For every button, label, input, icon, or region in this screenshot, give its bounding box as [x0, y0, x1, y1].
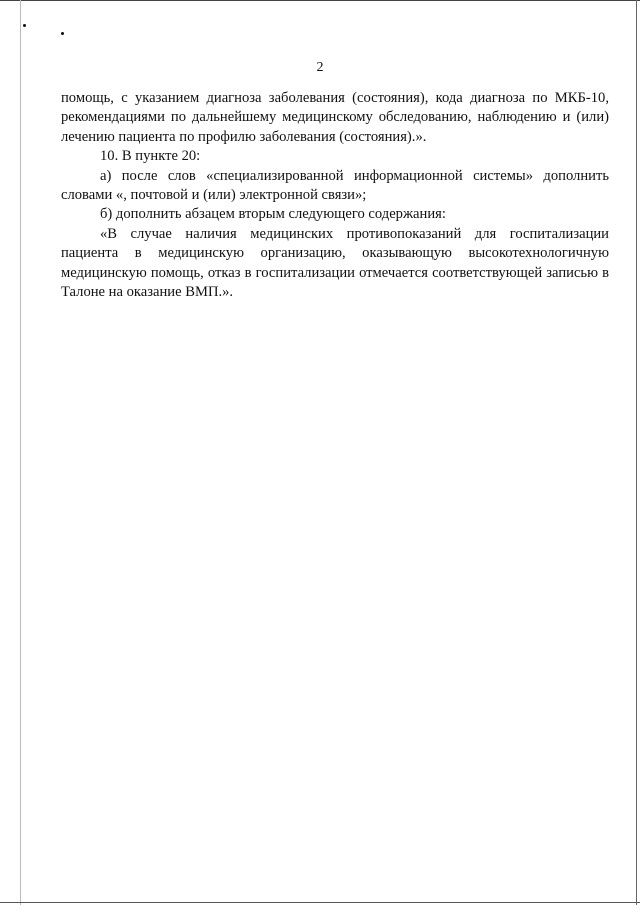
- paragraph-quoted-addition: «В случае наличия медицинских противопоказаний для госпитализации пациента в медицинскую организацию, оказывающую высокотехнологичную медицинскую помощь, отказ в госпитализации отмечается соответствующей записью в Талоне на оказание ВМП.».: [61, 225, 609, 301]
- paragraph-continuation: помощь, с указанием диагноза заболевания (состояния), кода диагноза по МКБ-10, рекомендациями по дальнейшему медицинскому обследованию, наблюдению и (или) лечению пациента по профилю заболевания (состояния).».: [61, 90, 609, 145]
- scan-edge-left: [20, 0, 21, 905]
- document-body: [61, 89, 609, 302]
- paragraph-item-10: 10. В пункте 20:: [100, 148, 201, 165]
- paragraph-subitem-a: а) после слов «специализированной информационной системы» дополнить словами «, почтовой и (или) электронной связи»;: [61, 167, 609, 204]
- scan-edge-right: [636, 0, 637, 905]
- scan-edge-bottom: [0, 902, 640, 903]
- scan-speck: [61, 32, 64, 35]
- scan-edge-top: [0, 0, 640, 1]
- scan-speck: [23, 24, 26, 27]
- page-number: 2: [316, 60, 324, 75]
- paragraph-subitem-b: б) дополнить абзацем вторым следующего содержания:: [100, 206, 446, 223]
